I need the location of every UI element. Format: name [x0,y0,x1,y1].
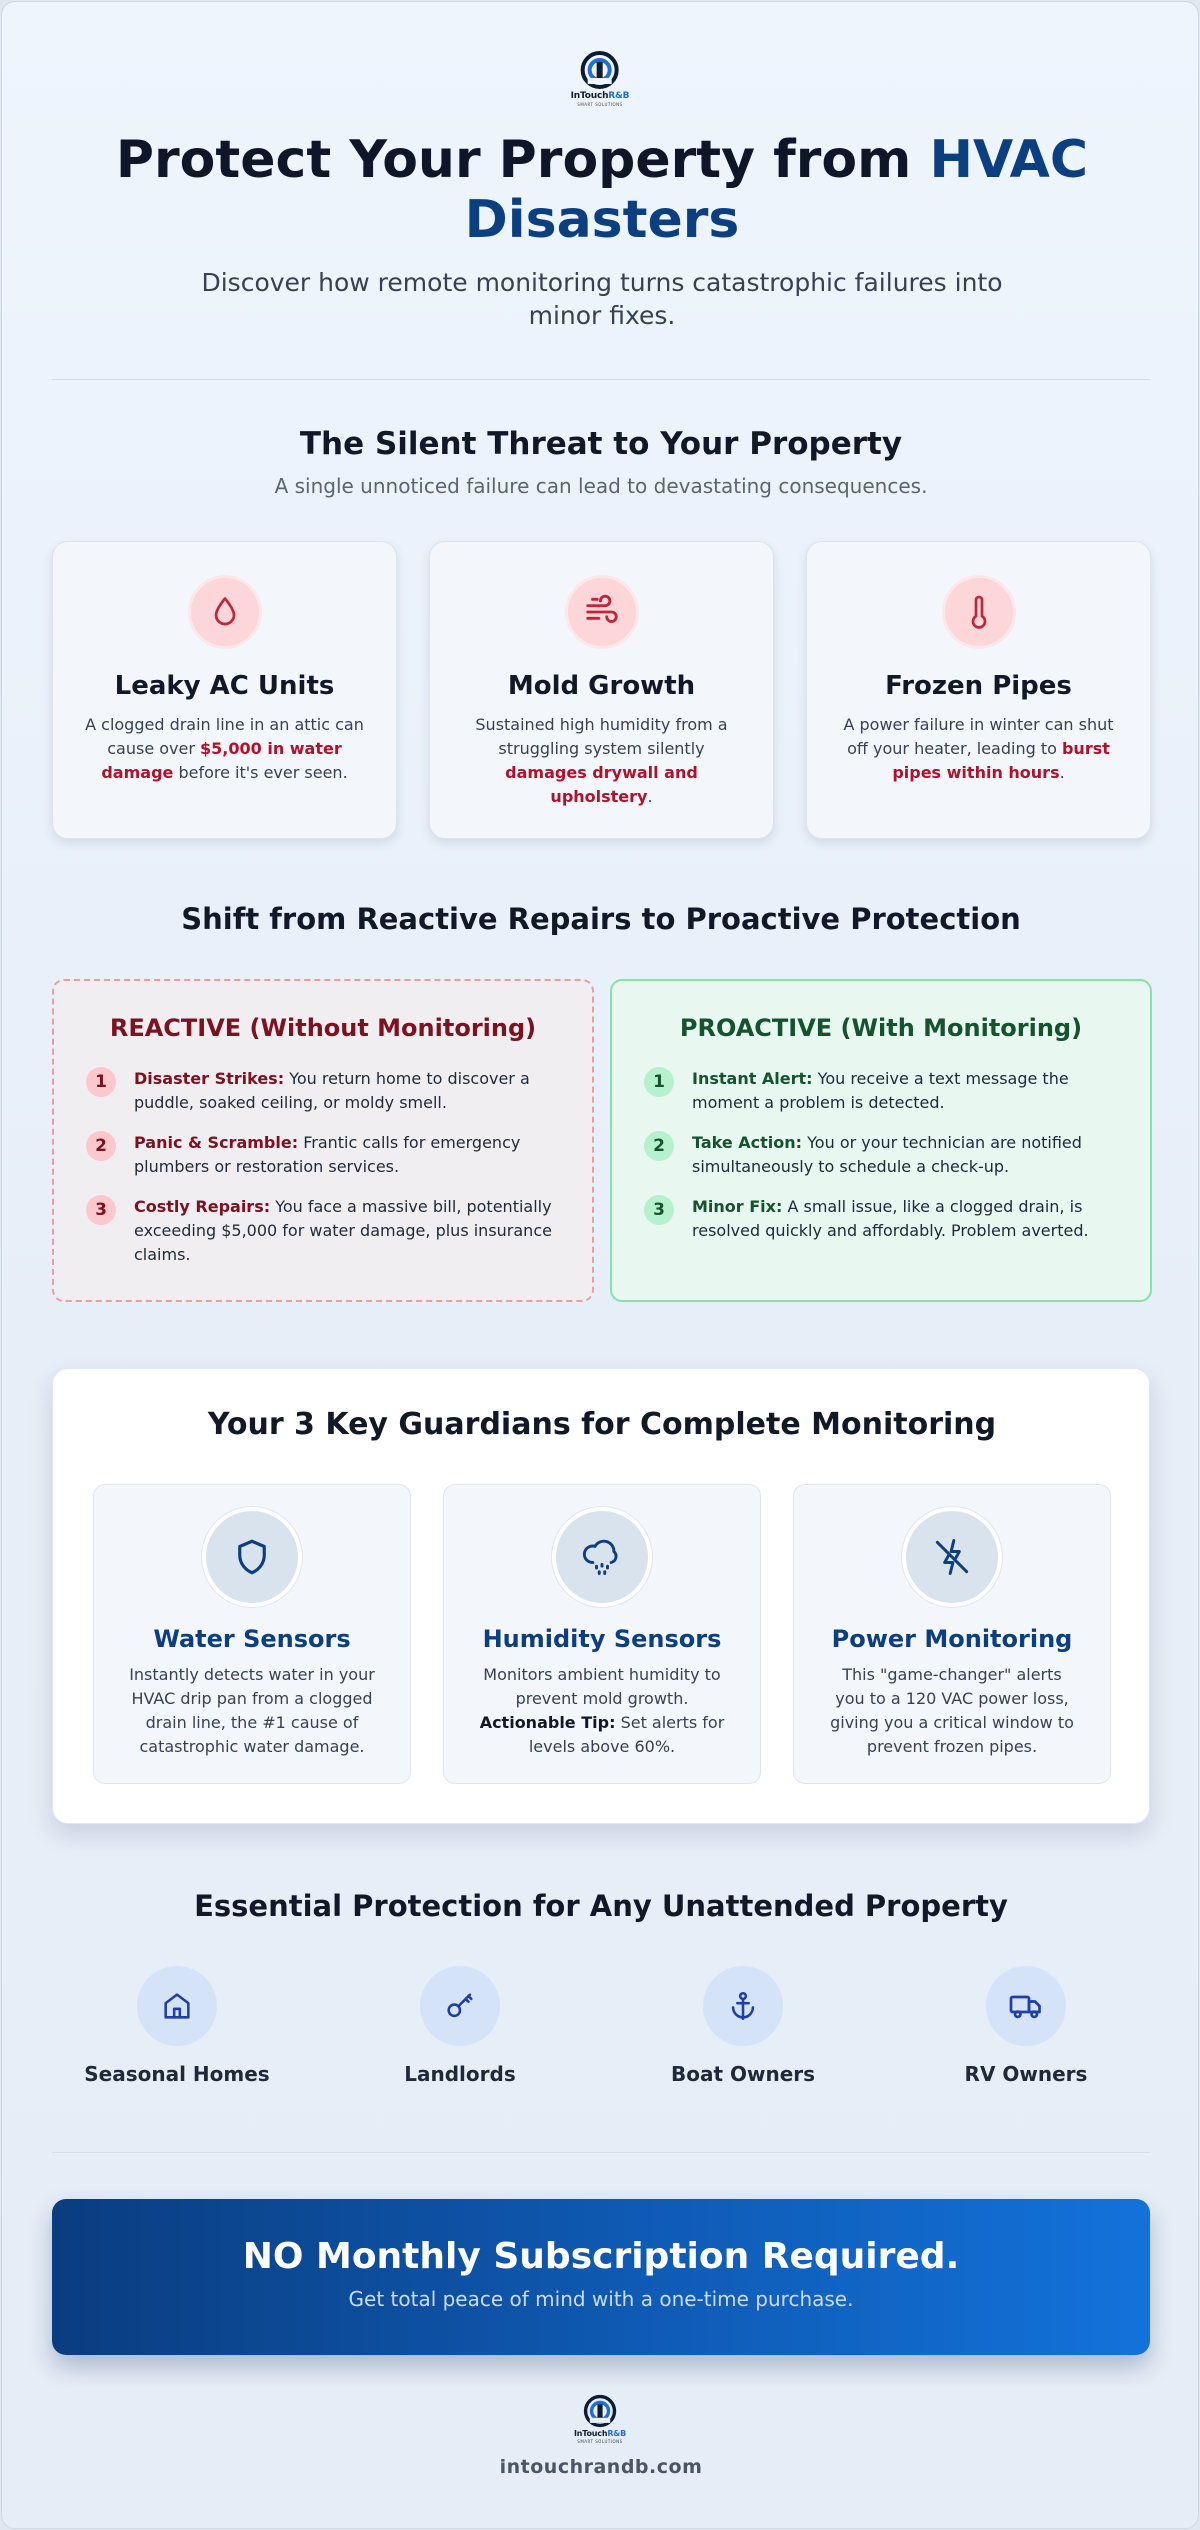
page-title: Protect Your Property from HVAC Disasters [115,130,1089,250]
proactive-step [644,1067,1118,1115]
guardian-title: Humidity Sensors [482,1625,722,1653]
step-number: 2 [644,1131,674,1161]
proactive-step [644,1195,1118,1243]
truck-icon [986,1966,1066,2046]
cta-subtitle: Get total peace of mind with a one-time purchase. [348,2287,854,2311]
thermometer-icon [942,575,1016,649]
threat-title: Mold Growth [507,671,696,701]
section-divider [52,2152,1150,2153]
guardian-description: Monitors ambient humidity to prevent mold growth. Actionable Tip: Set alerts for levels above 60%. [479,1665,725,1756]
infographic-page [1,1,1199,2529]
step-text: Instant Alert: You receive a text message the moment a problem is detected. [692,1069,1069,1112]
threats-subtitle: A single unnoticed failure can lead to devastating consequences. [274,474,928,498]
audience-label: Seasonal Homes [84,2062,270,2086]
threat-description: A power failure in winter can shut off your heater, leading to burst pipes within hours. [843,715,1114,782]
proactive-steps [644,1067,1118,1243]
threat-title: Frozen Pipes [885,671,1072,701]
step-text: Panic & Scramble: Frantic calls for emergency plumbers or restoration services. [134,1133,521,1176]
power-off-icon [902,1507,1002,1607]
logo-tagline: SMART SOLUTIONS [577,2439,623,2444]
reactive-title: REACTIVE (Without Monitoring) [109,1014,537,1042]
step-text: Take Action: You or your technician are notified simultaneously to schedule a check-up. [692,1133,1082,1176]
anchor-icon [703,1966,783,2046]
threat-description: A clogged drain line in an attic can cause over $5,000 in water damage before it's ever seen. [85,715,364,782]
audience-label: RV Owners [964,2062,1088,2086]
cta-title: NO Monthly Subscription Required. [242,2236,960,2277]
reactive-panel [52,979,594,1302]
reactive-step [86,1067,560,1115]
guardian-title: Water Sensors [153,1625,351,1653]
guardians-panel [52,1368,1150,1824]
guardian-description: Instantly detects water in your HVAC drip pan from a clogged drain line, the #1 cause of catastrophic water damage. [129,1665,375,1756]
reactive-steps [86,1067,560,1267]
step-number: 3 [644,1195,674,1225]
audience-label: Landlords [404,2062,516,2086]
wind-icon [565,575,639,649]
step-number: 1 [86,1067,116,1097]
audience-title: Essential Protection for Any Unattended Property [194,1889,1008,1923]
shift-title: Shift from Reactive Repairs to Proactive Protection [181,902,1021,936]
cta-banner [52,2199,1150,2355]
logo-wordmark: InTouchR&B [570,91,630,101]
guardian-description: This "game-changer" alerts you to a 120 VAC power loss, giving you a critical window to prevent frozen pipes. [830,1665,1074,1756]
step-text: Minor Fix: A small issue, like a clogged drain, is resolved quickly and affordably. Problem averted. [692,1197,1089,1240]
threats-title: The Silent Threat to Your Property [299,426,903,462]
reactive-step [86,1131,560,1179]
step-number: 1 [644,1067,674,1097]
footer-website-link[interactable]: intouchrandb.com [499,2456,703,2478]
guardian-card-humidity [443,1484,761,1784]
key-icon [420,1966,500,2046]
footer-logo [574,2394,626,2444]
logo-mark-icon [580,50,620,90]
section-divider [52,379,1150,380]
proactive-step [644,1131,1118,1179]
step-text: Costly Repairs: You face a massive bill, potentially exceeding $5,000 for water damage, plus insurance claims. [134,1197,552,1264]
threat-card-leaky-ac [52,541,397,839]
threat-card-frozen-pipes [806,541,1151,839]
proactive-title: PROACTIVE (With Monitoring) [679,1014,1083,1042]
step-number: 3 [86,1195,116,1225]
audience-item-landlords [340,1966,580,2086]
threat-title: Leaky AC Units [114,671,335,701]
shield-icon [202,1507,302,1607]
home-icon [137,1966,217,2046]
water-drop-icon [188,575,262,649]
guardian-card-water [93,1484,411,1784]
audience-item-boat-owners [623,1966,863,2086]
cloud-rain-icon [552,1507,652,1607]
step-text: Disaster Strikes: You return home to discover a puddle, soaked ceiling, or moldy smell. [134,1069,530,1112]
logo-mark-icon [583,2394,617,2428]
proactive-panel [610,979,1152,1302]
audience-item-seasonal-homes [57,1966,297,2086]
brand-logo [571,50,630,107]
logo-wordmark: InTouchR&B [574,2429,626,2438]
audience-item-rv-owners [906,1966,1146,2086]
guardian-card-power [793,1484,1111,1784]
logo-tagline: SMART SOLUTIONS [577,102,623,107]
audience-label: Boat Owners [670,2062,816,2086]
guardians-title: Your 3 Key Guardians for Complete Monitoring [207,1407,997,1442]
page-subtitle: Discover how remote monitoring turns catastrophic failures into minor fixes. [201,268,1003,330]
reactive-step [86,1195,560,1267]
step-number: 2 [86,1131,116,1161]
threat-card-mold [429,541,774,839]
threat-description: Sustained high humidity from a struggling system silently damages drywall and upholstery. [475,715,728,806]
guardian-title: Power Monitoring [831,1625,1073,1653]
